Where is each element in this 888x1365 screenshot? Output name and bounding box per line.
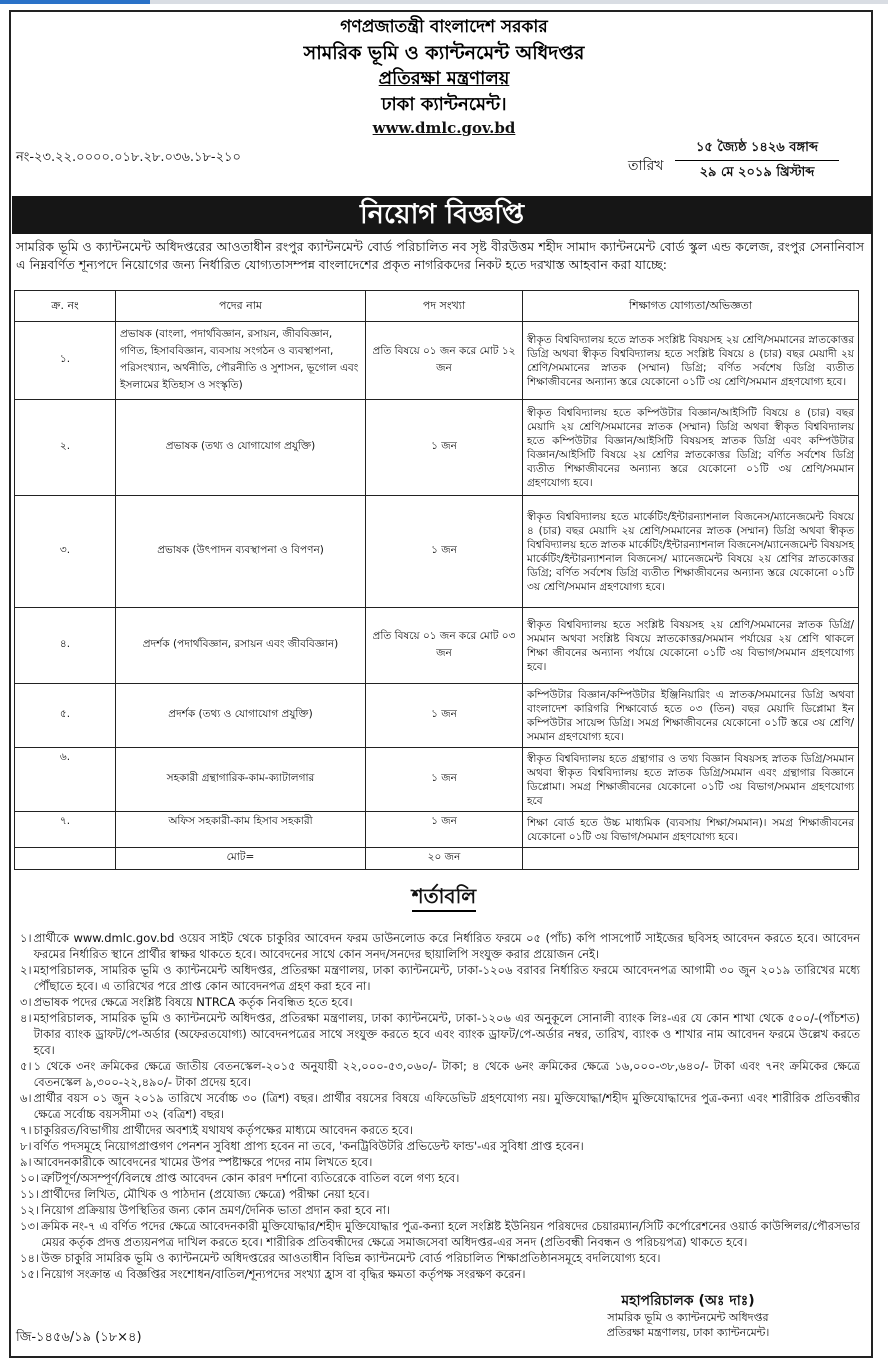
condition-number: ৯। [20,1155,32,1169]
condition-text: প্রার্থীকে www.dmlc.gov.bd ওয়েব সাইট থেকে চাকুরির আবেদন ফরম ডাউনলোড করে নির্ধারিত ফরমে ০৫ (পাঁচ) কপি পাসপোর্ট সাইজের ছবিসহ আবেদন করতে হবে। আবেদন ফরমের নির্ধারিত স্থানে প্রার্থীর স্বাক্ষর থাকতে হবে। আবেদনের সাথে কোন সনদ/সনদের ছায়ালিপি সংযুক্ত করার প্রয়োজন নেই। [33,931,860,961]
signatory-office: সামরিক ভূমি ও ক্যান্টনমেন্ট অধিদপ্তর [607,1311,769,1324]
condition-text: মহাপরিচালক, সামরিক ভূমি ও ক্যান্টনমেন্ট অধিদপ্তর, প্রতিরক্ষা মন্ত্রণালয়, ঢাকা ক্যান্টনমেন্ট, ঢাকা-১২০৬ বরাবর নির্ধারিত ফরমে আবেদনপত্র আগামী ৩০ জুন ২০১৯ তারিখের মধ্যে পৌঁছাতে হবে। এ তারিখের পরে প্রাপ্ত কোন আবেদনপত্র গ্রহণ করা হবে না। [33,963,860,993]
condition-item [20,1266,860,1282]
total-count: ২০ জন [366,848,523,870]
row-qualification: কম্পিউটার বিজ্ঞান/কম্পিউটার ইঞ্জিনিয়ারিং এ স্নাতক/সমমানের ডিগ্রি অথবা বাংলাদেশ কারিগরি শিক্ষাবোর্ড হতে ০৩ (তিন) বছর মেয়াদি ডিপ্লোমা ইন কম্পিউটার সায়েন্স ডিগ্রি। সমগ্র শিক্ষাজীবনের যেকোনো ০১টি স্তরে ৩য় শ্রেণি/সমমান গ্রহণযোগ্য হবে। [523,684,859,748]
condition-item [20,1058,860,1090]
active-tab-indicator [0,0,150,4]
condition-text: উক্ত চাকুরি সামরিক ভূমি ও ক্যান্টনমেন্ট অধিদপ্তরের আওতাধীন বিভিন্ন ক্যান্টনমেন্ট বোর্ড পরিচালিত শিক্ষাপ্রতিষ্ঠানসমূহে বদলিযোগ্য হবে। [41,1251,661,1265]
conditions-list [20,930,860,1282]
table-header-row [15,291,859,322]
condition-item [20,994,860,1010]
row-post: অফিস সহকারী-কাম হিসাব সহকারী [116,812,366,848]
condition-text: আবেদনকারীকে আবেদনের খামের উপর স্পষ্টাক্ষরে পদের নাম লিখতে হবে। [33,1155,373,1169]
row-post: প্রভাষক (তথ্য ও যোগাযোগ প্রযুক্তি) [116,400,366,496]
row-post: প্রদর্শক (পদার্থবিজ্ঞান, রসায়ন এবং জীববিজ্ঞান) [116,608,366,684]
date-english: ২৯ মে ২০১৯ খ্রিস্টাব্দ [699,165,815,180]
condition-number: ১৩। [20,1219,40,1233]
condition-text: বর্ণিত পদসমূহে নিয়োগপ্রাপ্তগণ পেনশন সুবিধা প্রাপ্য হবেন না তবে, 'কনট্রিবিউটরি প্রভিডেন্ট ফান্ড'-এর সুবিধা প্রাপ্ত হবেন। [33,1139,584,1153]
page-title: নিয়োগ বিজ্ঞপ্তি [359,199,525,230]
conditions-title [0,882,888,915]
condition-number: ১০। [20,1171,40,1185]
row-serial: ৭. [15,812,116,848]
table-row [15,322,859,400]
condition-item [20,1154,860,1170]
row-count: ১ জন [366,496,523,608]
directorate-name: সামরিক ভূমি ও ক্যান্টনমেন্ট অধিদপ্তর [303,42,585,64]
condition-text: ১ থেকে ৩নং ক্রমিকের ক্ষেত্রে জাতীয় বেতনস্কেল-২০১৫ অনুযায়ী ২২,০০০-৫৩,০৬০/- টাকা; ৪ থেকে ৬নং ক্রমিকের ক্ষেত্রে ১৬,০০০-৩৮,৬৪০/- টাকা এবং ৭নং ক্রমিকের ক্ষেত্রে বেতনস্কেল ৯,৩০০-২২,৪৯০/- টাকা প্রদেয় হবে। [33,1059,860,1089]
row-qualification: স্বীকৃত বিশ্ববিদ্যালয় হতে মার্কেটিং/ইন্টারন্যাশনাল বিজনেস/ম্যানেজমেন্ট বিষয়ে ৪ (চার) বছর মেয়াদি ২য় শ্রেণি/সমমানের স্নাতক (সম্মান) ডিগ্রি অথবা স্বীকৃত বিশ্ববিদ্যালয় হতে স্নাতক মার্কেটিং/ইন্টারন্যাশনাল বিজনেস/ম্যানেজমেন্ট বিষয়সহ মার্কেটিং/ইন্টারন্যাশনাল বিজনেস/ ম্যানেজমেন্ট বিষয়ে ২য় শ্রেণির স্নাতকোত্তর ডিগ্রি; বর্ণিত সর্বশেষ ডিগ্রি ব্যতীত শিক্ষাজীবনের অন্যান্য স্তরে যেকোনো ০১টি ৩য় শ্রেণি/সমমান গ্রহণযোগ্য হবে। [523,496,859,608]
signatory-title: মহাপরিচালক (অঃ দাঃ) [621,1293,755,1309]
condition-text: ত্রুটিপূর্ণ/অসম্পূর্ণ/বিলম্বে প্রাপ্ত আবেদন কোন কারণ দর্শানো ব্যতিরেকে বাতিল বলে গণ্য হবে। [41,1171,460,1185]
row-count: ১ জন [366,748,523,812]
table-row [15,748,859,812]
condition-item [20,1010,860,1058]
row-post: প্রভাষক (উৎপাদন ব্যবস্থাপনা ও বিপণন) [116,496,366,608]
row-count: ১ জন [366,400,523,496]
condition-number: ৬। [20,1091,32,1105]
row-qualification: স্বীকৃত বিশ্ববিদ্যালয় হতে স্নাতক সংশ্লিষ্ট বিষয়সহ ২য় শ্রেণি/সমমানের স্নাতকোত্তর ডিগ্রি অথবা স্বীকৃত বিশ্ববিদ্যালয় হতে সংশ্লিষ্ট বিষয়ে ৪ (চার) বছর মেয়াদী ২য় শ্রেণি/সমমানের স্নাতক (সম্মান) ডিগ্রি; বর্ণিত সর্বশেষ ডিগ্রি ব্যতীত শিক্ষাজীবনের অন্যান্য স্তরে যেকোনো ০১টি ৩য় শ্রেণি/সমমান গ্রহণযোগ্য হবে। [523,322,859,400]
row-serial: ১. [15,322,116,400]
header-post-count: পদ সংখ্যা [366,291,523,322]
header-qualification: শিক্ষাগত যোগ্যতা/অভিজ্ঞতা [523,291,859,322]
letterhead [0,14,888,138]
row-post: প্রভাষক (বাংলা, পদার্থবিজ্ঞান, রসায়ন, জীববিজ্ঞান, গণিত, হিসাববিজ্ঞান, ব্যবসায় সংগঠন ও ব্যবস্থাপনা, পরিসংখ্যান, অর্থনীতি, পৌরনীতি ও সুশাসন, ভূগোল এবং ইসলামের ইতিহাস ও সংস্কৃতি) [116,322,366,400]
row-serial: ৬. [15,748,116,812]
vacancy-table [14,290,859,870]
signatory-ministry: প্রতিরক্ষা মন্ত্রণালয়, ঢাকা ক্যান্টনমেন্ট। [606,1326,770,1339]
condition-number: ৪। [20,1011,32,1025]
condition-number: ১১। [20,1187,40,1201]
condition-number: ৭। [20,1123,32,1137]
condition-item [20,1218,860,1250]
condition-text: ক্রমিক নং-৭ এ বর্ণিত পদের ক্ষেত্রে আবেদনকারী মুক্তিযোদ্ধার/শহীদ মুক্তিযোদ্ধার পুত্র-কন্যা হলে সংশ্লিষ্ট ইউনিয়ন পরিষদের চেয়ারম্যান/সিটি কর্পোরেশনের ওয়ার্ড কাউন্সিলর/পৌরসভার মেয়র কর্তৃক প্রদত্ত প্রত্যয়নপত্র দাখিল করতে হবে। শারীরিক প্রতিবন্ধীদের ক্ষেত্রে সমাজসেবা অধিদপ্তর-এর সনদ (প্রতিবন্ধী নিবন্ধন ও পরিচয়পত্র) থাকতে হবে। [41,1219,860,1249]
condition-item [20,930,860,962]
row-serial: ৪. [15,608,116,684]
condition-item [20,1170,860,1186]
intro-paragraph: সামরিক ভূমি ও ক্যান্টনমেন্ট অধিদপ্তরের আওতাধীন রংপুর ক্যান্টনমেন্ট বোর্ড পরিচালিত নব সৃষ্ট বীরউত্তম শহীদ সামাদ ক্যান্টনমেন্ট বোর্ড স্কুল এন্ড কলেজ, রংপুর সেনানিবাস এ নিম্নবর্ণিত শূন্যপদে নিয়োগের জন্য নির্ধারিত যোগ্যতাসম্পন্ন বাংলাদেশের প্রকৃত নাগরিকদের নিকট হতে দরখাস্ত আহবান করা যাচ্ছে: [16,239,864,272]
row-count: ১ জন [366,684,523,748]
conditions-title-text: শর্তাবলি [412,884,476,912]
reference-number: নং-২৩.২২.০০০০.০১৮.২৮.০৩৬.১৮-২১০ [16,150,241,165]
signature-block [588,1292,788,1340]
condition-text: চাকুরিরত/বিভাগীয় প্রার্থীদের অবশ্যই যথাযথ কর্তৃপক্ষের মাধ্যমে আবেদন করতে হবে। [33,1123,414,1137]
condition-number: ১২। [20,1203,40,1217]
condition-item [20,1186,860,1202]
condition-number: ২। [20,963,32,977]
row-post: প্রদর্শক (তথ্য ও যোগাযোগ প্রযুক্তি) [116,684,366,748]
row-count: প্রতি বিষয়ে ০১ জন করে মোট ১২ জন [366,322,523,400]
condition-text: প্রভাষক পদের ক্ষেত্রে সংশ্লিষ্ট বিষয়ে NTRCA কর্তৃক নিবন্ধিত হতে হবে। [33,995,353,1009]
row-serial: ২. [15,400,116,496]
row-count: প্রতি বিষয়ে ০১ জন করে মোট ০৩ জন [366,608,523,684]
row-qualification: স্বীকৃত বিশ্ববিদ্যালয় হতে কম্পিউটার বিজ্ঞান/আইসিটি বিষয়ে ৪ (চার) বছর মেয়াদি ২য় শ্রেণি/সমমানের স্নাতক (সম্মান) ডিগ্রি অথবা স্বীকৃত বিশ্ববিদ্যালয় হতে কম্পিউটার বিজ্ঞান/আইসিটি বিষয়সহ স্নাতক ডিগ্রি এবং কম্পিউটার বিজ্ঞান/আইসিটি বিষয়ে ২য় শ্রেণির স্নাতকোত্তর ডিগ্রি; বর্ণিত সর্বশেষ ডিগ্রি ব্যতীত শিক্ষাজীবনের অন্যান্য স্তরে যেকোনো ০১টি ৩য় শ্রেণি/সমমান গ্রহণযোগ্য হবে। [523,400,859,496]
condition-item [20,1202,860,1218]
table-row [15,684,859,748]
table-row [15,496,859,608]
row-qualification: শিক্ষা বোর্ড হতে উচ্চ মাধ্যমিক (ব্যবসায় শিক্ষা/সমমান)। সমগ্র শিক্ষাজীবনের যেকোনো ০১টি ৩য় বিভাগ/সমমান গ্রহণযোগ্য হবে। [523,812,859,848]
date-bangla: ১৫ জ্যৈষ্ঠ ১৪২৬ বঙ্গাব্দ [675,136,839,161]
condition-number: ৮। [20,1139,32,1153]
total-empty-cell [523,848,859,870]
row-post: সহকারী গ্রন্থাগারিক-কাম-ক্যাটালগার [116,748,366,812]
table-total-row [15,848,859,870]
condition-text: মহাপরিচালক, সামরিক ভূমি ও ক্যান্টনমেন্ট অধিদপ্তর, প্রতিরক্ষা মন্ত্রণালয়, ঢাকা ক্যান্টনমেন্ট, ঢাকা-১২০৬ এর অনুকূলে সোনালী ব্যাংক লিঃ-এর যে কোন শাখা থেকে ৫০০/-(পাঁচশত) টাকার ব্যাংক ড্রাফট/পে-অর্ডার (অফেরতযোগ্য) আবেদনপত্রের সাথে সংযুক্ত করতে হবে এবং ব্যাংক ড্রাফট/পে-অর্ডার নম্বর, তারিখ, ব্যাংক ও শাখার নাম আবেদন ফরমে উল্লেখ করতে হবে। [33,1011,860,1057]
table-row [15,812,859,848]
condition-text: নিয়োগ সংক্রান্ত এ বিজ্ঞপ্তির সংশোধন/বাতিল/শূন্যপদের সংখ্যা হ্রাস বা বৃদ্ধির ক্ষমতা কর্তৃপক্ষ সংরক্ষণ করেন। [41,1267,526,1281]
row-qualification: স্বীকৃত বিশ্ববিদ্যালয় হতে গ্রন্থাগার ও তথ্য বিজ্ঞান বিষয়সহ স্নাতক ডিগ্রি/সমমান অথবা স্বীকৃত বিশ্ববিদ্যালয় হতে স্নাতক ডিগ্রি/সমমান এবং গ্রন্থাগার বিজ্ঞানে ডিপ্লোমা। সমগ্র শিক্ষাজীবনের যেকোনো ০১টি ৩য় বিভাগ/সমমান গ্রহণযোগ্য হবে [523,748,859,812]
condition-text: প্রার্থীর বয়স ০১ জুন ২০১৯ তারিখে সর্বোচ্চ ৩০ (ত্রিশ) বছর। প্রার্থীর বয়সের বিষয়ে এফিডেভিট গ্রহণযোগ্য নয়। মুক্তিযোদ্ধা/শহীদ মুক্তিযোদ্ধাদের পুত্র-কন্যা এবং শারীরিক প্রতিবন্ধীর ক্ষেত্রে সর্বোচ্চ বয়সসীমা ৩২ (বত্রিশ) বছর। [33,1091,860,1121]
ministry-name: প্রতিরক্ষা মন্ত্রণালয় [378,68,510,89]
table-row [15,400,859,496]
date-label: তারিখ [628,158,664,174]
condition-number: ১। [20,931,32,945]
row-count: ১ জন [366,812,523,848]
title-banner [12,196,872,234]
total-empty-cell [15,848,116,870]
website-link[interactable]: www.dmlc.gov.bd [372,119,516,137]
government-name: গণপ্রজাতন্ত্রী বাংলাদেশ সরকার [340,17,548,37]
header-serial: ক্র. নং [15,291,116,322]
condition-item [20,1138,860,1154]
table-row [15,608,859,684]
condition-item [20,1090,860,1122]
location-name: ঢাকা ক্যান্টনমেন্ট। [381,94,507,115]
condition-number: ১৫। [20,1267,40,1281]
footer-code: জি-১৪৫৬/১৯ (১৮×৪) [16,1330,142,1345]
total-label: মোট= [116,848,366,870]
condition-number: ৫। [20,1059,32,1073]
condition-number: ১৪। [20,1251,40,1265]
condition-item [20,1122,860,1138]
condition-item [20,962,860,994]
condition-text: নিয়োগ প্রক্রিয়ায় উপস্থিতির জন্য কোন ভ্রমণ/দৈনিক ভাতা প্রদান করা হবে না। [41,1203,391,1217]
row-serial: ৫. [15,684,116,748]
date-box [675,136,839,185]
browser-top-strip [0,0,888,6]
header-post-name: পদের নাম [116,291,366,322]
condition-number: ৩। [20,995,32,1009]
tab-strip [150,0,888,4]
condition-item [20,1250,860,1266]
row-qualification: স্বীকৃত বিশ্ববিদ্যালয় হতে সংশ্লিষ্ট বিষয়সহ ২য় শ্রেণি/সমমানের স্নাতক ডিগ্রি/সমমান অথবা সংশ্লিষ্ট বিষয়ে স্নাতকোত্তর/সমমান পর্যায়ের ২য় শ্রেণি থাকলে শিক্ষা জীবনের অন্যান্য পর্যায়ে যেকোনো ০১টি ৩য় বিভাগ/সমমান গ্রহণযোগ্য হবে। [523,608,859,684]
condition-text: প্রার্থীদের লিখিত, মৌখিক ও পাঠদান (প্রযোজ্য ক্ষেত্রে) পরীক্ষা নেয়া হবে। [41,1187,370,1201]
row-serial: ৩. [15,496,116,608]
